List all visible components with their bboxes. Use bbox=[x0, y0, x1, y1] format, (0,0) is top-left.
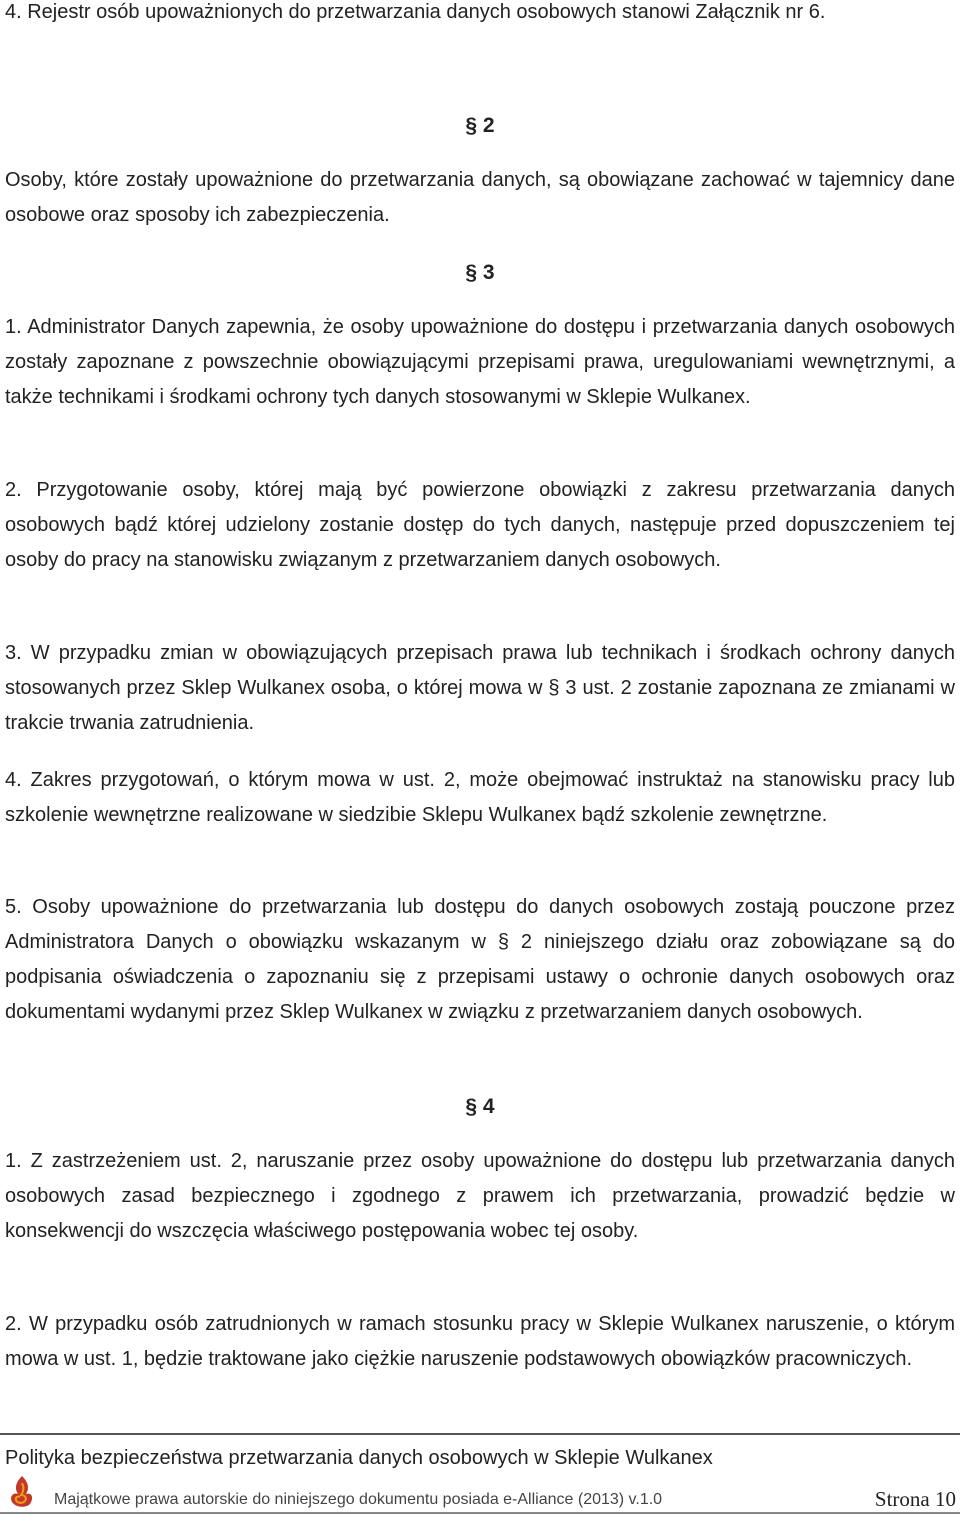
footer-divider bbox=[0, 1433, 960, 1435]
page-number: Strona 10 bbox=[874, 1487, 956, 1511]
section-4-item-1: 1. Z zastrzeżeniem ust. 2, naruszanie przez osoby upoważnione do dostępu lub przetwarzania danych osobowych zasad bezpiecznego i zgodnego z prawem ich przetwarzania, prowadzić będzie w konsekwencji do wszczęcia właściwego postępowania wobec tej osoby. bbox=[5, 1150, 955, 1242]
section-4-heading: § 4 bbox=[465, 1095, 495, 1118]
footer-bottom-divider bbox=[0, 1512, 960, 1514]
intro-item: 4. Rejestr osób upoważnionych do przetwarzania danych osobowych stanowi Załącznik nr 6. bbox=[5, 1, 826, 23]
section-3-item-5: 5. Osoby upoważnione do przetwarzania lub dostępu do danych osobowych zostają pouczone przez Administratora Danych o obowiązku wskazanym w § 2 niniejszego działu oraz zobowiązane są do podpisania oświadczenia o zapoznaniu się z przepisami ustawy o ochronie danych osobowych oraz dokumentami wydanymi przez Sklep Wulkanex w związku z przetwarzaniem danych osobowych. bbox=[5, 896, 955, 1023]
section-3-heading: § 3 bbox=[465, 261, 495, 284]
section-4-item-2: 2. W przypadku osób zatrudnionych w ramach stosunku pracy w Sklepie Wulkanex naruszenie, o którym mowa w ust. 1, będzie traktowane jako ciężkie naruszenie podstawowych obowiązków pracowniczych. bbox=[5, 1313, 955, 1370]
footer-title: Polityka bezpieczeństwa przetwarzania danych osobowych w Sklepie Wulkanex bbox=[5, 1447, 713, 1469]
section-3-item-1: 1. Administrator Danych zapewnia, że osoby upoważnione do dostępu i przetwarzania danych osobowych zostały zapoznane z powszechnie obowiązującymi przepisami prawa, uregulowaniami wewnętrznymi, a także technikami i środkami ochrony tych danych stosowanymi w Sklepie Wulkanex. bbox=[5, 316, 955, 408]
section-2-text: Osoby, które zostały upoważnione do przetwarzania danych, są obowiązane zachować w tajemnicy dane osobowe oraz sposoby ich zabezpieczenia. bbox=[5, 169, 955, 226]
section-3-item-2: 2. Przygotowanie osoby, której mają być powierzone obowiązki z zakresu przetwarzania danych osobowych bądź której udzielony zostanie dostęp do tych danych, następuje przed dopuszczeniem tej osoby do pracy na stanowisku związanym z przetwarzaniem danych osobowych. bbox=[5, 479, 955, 571]
e-alliance-logo-icon bbox=[6, 1474, 38, 1510]
section-2-heading: § 2 bbox=[465, 114, 495, 137]
section-3-item-4: 4. Zakres przygotowań, o którym mowa w ust. 2, może obejmować instruktaż na stanowisku pracy lub szkolenie wewnętrzne realizowane w siedzibie Sklepu Wulkanex bądź szkolenie zewnętrzne. bbox=[5, 769, 955, 826]
section-3-item-3: 3. W przypadku zmian w obowiązujących przepisach prawa lub technikach i środkach ochrony danych stosowanych przez Sklep Wulkanex osoba, o której mowa w § 3 ust. 2 zostanie zapoznana ze zmianami w trakcie trwania zatrudnienia. bbox=[5, 642, 955, 734]
footer-copyright: Majątkowe prawa autorskie do niniejszego dokumentu posiada e-Alliance (2013) v.1.0 bbox=[54, 1491, 663, 1508]
